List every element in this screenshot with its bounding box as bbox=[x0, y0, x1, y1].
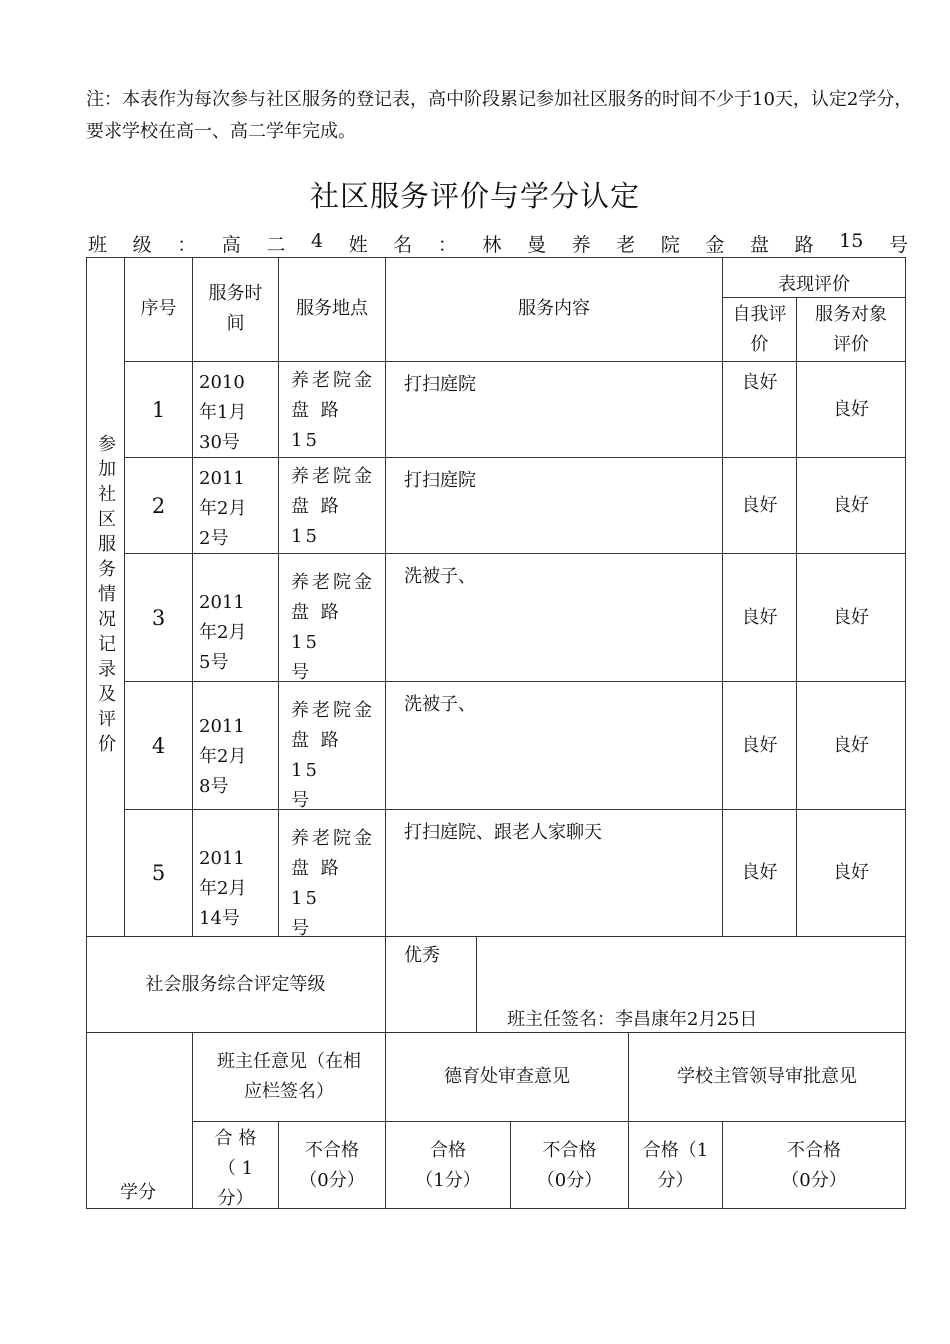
moral-pass-option: 合格 （1分） bbox=[386, 1122, 511, 1209]
moral-office-opinion-header: 德育处审查意见 bbox=[386, 1033, 629, 1122]
row-no: 2 bbox=[125, 458, 193, 554]
info-token: 老 bbox=[616, 234, 636, 256]
row-place: 养老院金 盘 路 15 号 bbox=[279, 810, 386, 937]
row-time: 2011 年2月 5号 bbox=[193, 554, 279, 682]
info-token: ： bbox=[177, 234, 197, 256]
overall-rating-label: 社会服务综合评定等级 bbox=[86, 937, 386, 1033]
info-token: 曼 bbox=[527, 234, 547, 256]
row-time: 2010 年1月 30号 bbox=[193, 362, 279, 458]
row-place: 养老院金 盘 路 15 bbox=[279, 362, 386, 458]
row-target-eval: 良好 bbox=[797, 458, 906, 554]
info-token: 二 bbox=[266, 234, 286, 256]
leader-approval-header: 学校主管领导审批意见 bbox=[629, 1033, 906, 1122]
header-time: 服务时 间 bbox=[193, 257, 279, 362]
row-place: 养老院金 盘 路 15 号 bbox=[279, 682, 386, 810]
info-token: 号 bbox=[888, 234, 908, 256]
row-content: 打扫庭院 bbox=[386, 458, 723, 554]
moral-fail-option: 不合格 （0分） bbox=[511, 1122, 629, 1209]
info-token: 15 bbox=[839, 230, 864, 252]
row-place: 养老院金 盘 路 15 号 bbox=[279, 554, 386, 682]
row-self-eval: 良好 bbox=[723, 682, 797, 810]
header-self-eval: 自我评 价 bbox=[723, 298, 797, 362]
info-token: 院 bbox=[660, 234, 680, 256]
info-token: 路 bbox=[794, 234, 814, 256]
row-content: 洗被子、 bbox=[386, 682, 723, 810]
row-target-eval: 良好 bbox=[797, 810, 906, 937]
row-time: 2011 年2月 2号 bbox=[193, 458, 279, 554]
row-self-eval: 良好 bbox=[723, 362, 797, 458]
registration-note: 注：本表作为每次参与社区服务的登记表，高中阶段累记参加社区服务的时间不少于10天，认定2学分，要求学校在高一、高二学年完成。 bbox=[86, 89, 913, 142]
header-target-eval: 服务对象 评价 bbox=[797, 298, 906, 362]
teacher-opinion-header: 班主任意见（在相 应栏签名） bbox=[193, 1033, 386, 1122]
class-name-info-line bbox=[88, 230, 908, 257]
header-evaluation: 表现评价 bbox=[723, 257, 906, 298]
row-content: 打扫庭院、跟老人家聊天 bbox=[386, 810, 723, 937]
teacher-pass-option: 合 格 （ 1 分） bbox=[193, 1122, 279, 1209]
teacher-fail-option: 不合格 （0分） bbox=[279, 1122, 386, 1209]
row-content: 打扫庭院 bbox=[386, 362, 723, 458]
row-time: 2011 年2月 8号 bbox=[193, 682, 279, 810]
info-token: 班 bbox=[88, 234, 108, 256]
row-self-eval: 良好 bbox=[723, 554, 797, 682]
overall-rating-value: 优秀 bbox=[386, 937, 477, 1033]
section-label: 参加社区服务情况记录及评价 bbox=[86, 257, 125, 937]
row-target-eval: 良好 bbox=[797, 554, 906, 682]
leader-fail-option: 不合格 （0分） bbox=[723, 1122, 906, 1209]
leader-pass-option: 合格（1 分） bbox=[629, 1122, 723, 1209]
info-token: 金 bbox=[705, 234, 725, 256]
row-place: 养老院金 盘 路 15 bbox=[279, 458, 386, 554]
header-no: 序号 bbox=[125, 257, 193, 362]
info-token: 林 bbox=[482, 234, 502, 256]
row-target-eval: 良好 bbox=[797, 362, 906, 458]
class-teacher-signature: 班主任签名：李昌康年2月25日 bbox=[507, 1009, 758, 1030]
community-service-table bbox=[86, 257, 906, 1209]
row-no: 4 bbox=[125, 682, 193, 810]
info-token: 盘 bbox=[749, 234, 769, 256]
row-content: 洗被子、 bbox=[386, 554, 723, 682]
header-content: 服务内容 bbox=[386, 257, 723, 362]
credit-label: 学分 bbox=[120, 1182, 156, 1203]
page-title: 社区服务评价与学分认定 bbox=[309, 179, 640, 213]
credit-label-cell bbox=[86, 1033, 193, 1209]
info-token: 高 bbox=[221, 234, 241, 256]
header-place: 服务地点 bbox=[279, 257, 386, 362]
info-token: 级 bbox=[132, 234, 152, 256]
info-token: 4 bbox=[310, 230, 324, 252]
info-token: 养 bbox=[571, 234, 591, 256]
row-self-eval: 良好 bbox=[723, 458, 797, 554]
row-self-eval: 良好 bbox=[723, 810, 797, 937]
row-no: 3 bbox=[125, 554, 193, 682]
row-target-eval: 良好 bbox=[797, 682, 906, 810]
info-token: ： bbox=[437, 234, 457, 256]
row-no: 5 bbox=[125, 810, 193, 937]
info-token: 姓 bbox=[348, 234, 368, 256]
row-time: 2011 年2月 14号 bbox=[193, 810, 279, 937]
row-no: 1 bbox=[125, 362, 193, 458]
info-token: 名 bbox=[393, 234, 413, 256]
